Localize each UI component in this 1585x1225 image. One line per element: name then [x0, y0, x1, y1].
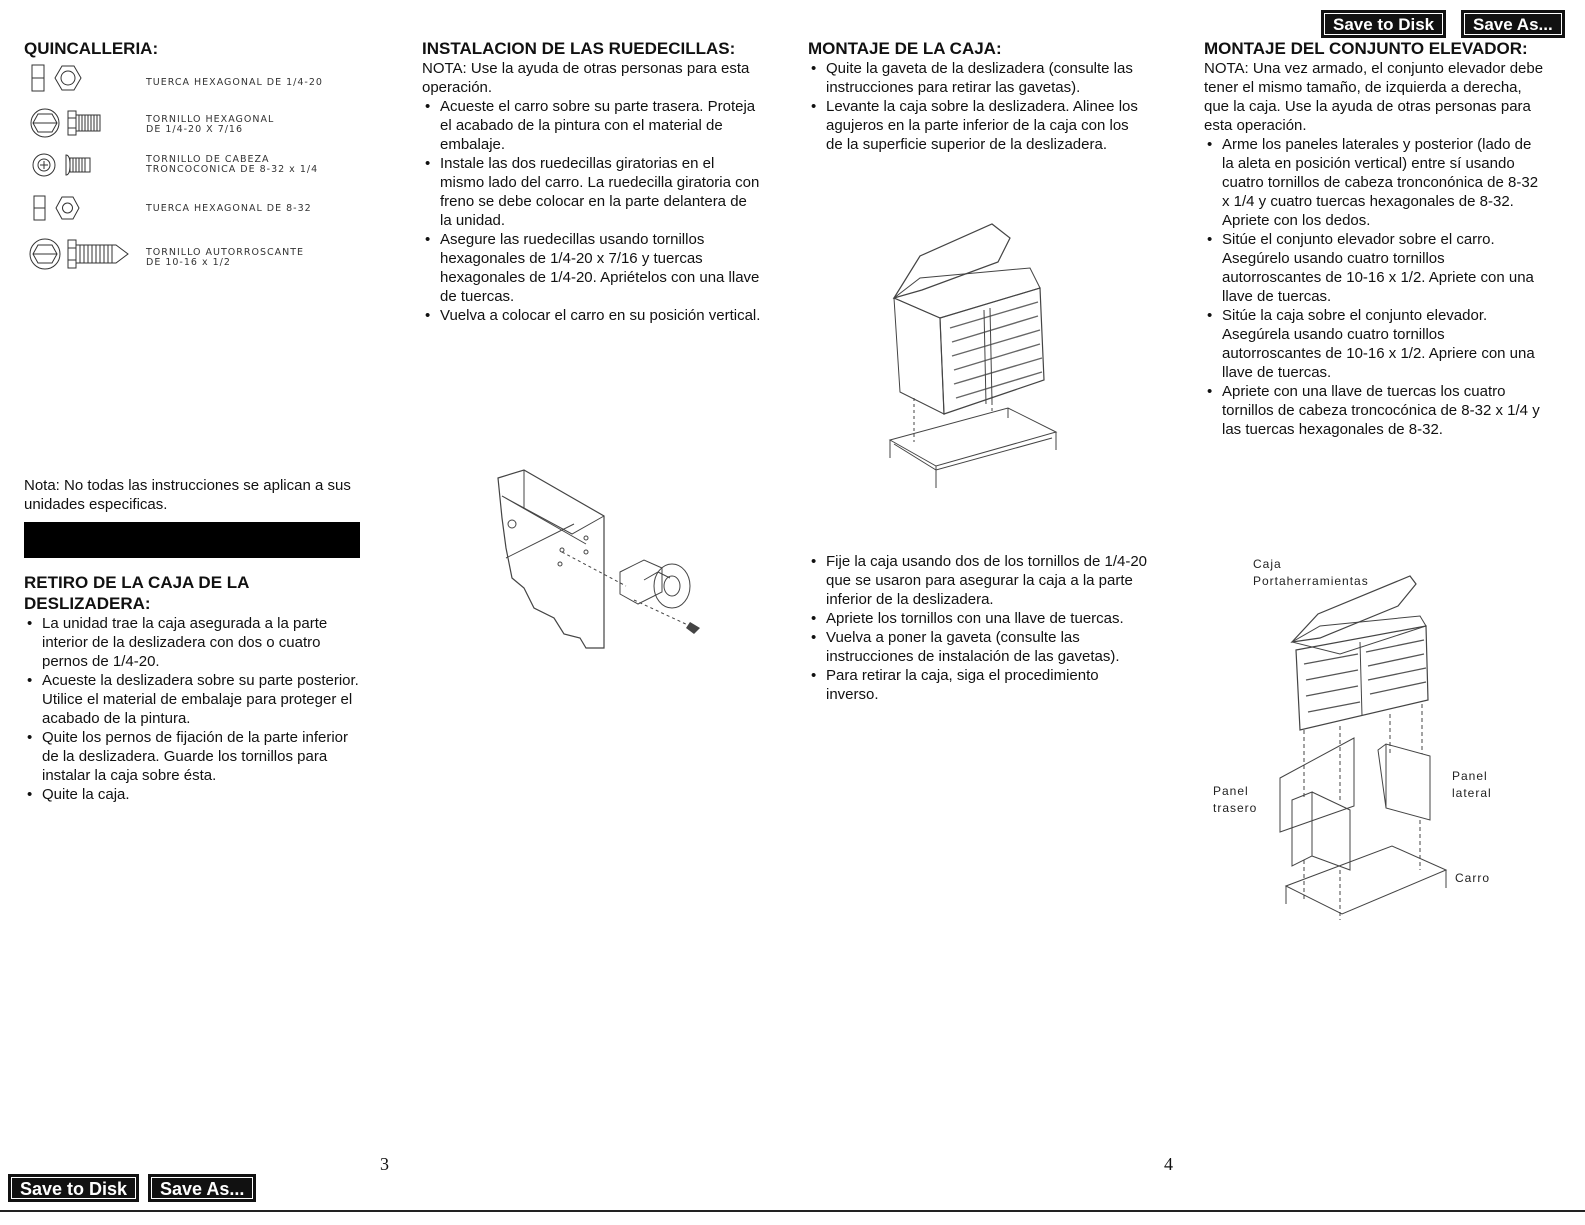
black-banner: [24, 522, 360, 558]
ruedecillas-note: NOTA: Use la ayuda de otras personas para esta operación.: [422, 60, 750, 96]
hardware-section: [24, 38, 364, 59]
retiro-title: RETIRO DE LA CAJA DE LA DESLIZADERA:: [24, 573, 249, 613]
hex-bolt-icon: [28, 108, 128, 142]
hardware-title: QUINCALLERIA:: [24, 39, 159, 58]
list-item: • Apriete los tornillos con una llave de tuercas.: [808, 609, 1148, 628]
toolbox-on-cart-figure: [880, 218, 1070, 488]
hardware-item: [28, 62, 368, 92]
figure-label-carro: Carro: [1455, 871, 1491, 885]
hardware-label: TORNILLO AUTORROSCANTE DE 10-16 x 1/2: [146, 247, 305, 268]
list-item: • Vuelva a poner la gaveta (consulte las instrucciones de instalación de las gavetas).: [808, 628, 1148, 666]
save-as-button-bottom[interactable]: Save As...: [148, 1174, 256, 1202]
page-number-left: 3: [380, 1154, 389, 1174]
elevador-note: NOTA: Una vez armado, el conjunto elevador debe tener el mismo tamaño, de izquierda a derecha, que la caja. Use la ayuda de otras personas para esta operación.: [1204, 60, 1544, 134]
list-item: • Fije la caja usando dos de los tornillos de 1/4-20 que se usaron para asegurar la caja a la parte inferior de la deslizadera.: [808, 552, 1148, 609]
ruedecillas-list: [422, 97, 762, 325]
ruedecillas-title: INSTALACION DE LAS RUEDECILLAS:: [422, 39, 736, 58]
save-to-disk-button-bottom[interactable]: Save to Disk: [8, 1174, 139, 1202]
figure-label-panel-lateral: Panel lateral: [1452, 769, 1492, 800]
hex-nut-icon: [28, 62, 98, 96]
riser-assembly-figure: [1270, 570, 1470, 920]
list-item: • Vuelva a colocar el carro en su posición vertical.: [422, 306, 762, 325]
retiro-list: [24, 614, 364, 804]
montaje-caja-title: MONTAJE DE LA CAJA:: [808, 39, 1002, 58]
hardware-note: [24, 476, 359, 514]
list-item: • Quite la gaveta de la deslizadera (consulte las instrucciones para retirar las gavetas).: [808, 59, 1148, 97]
save-to-disk-button-top[interactable]: Save to Disk: [1321, 10, 1446, 38]
list-item: • La unidad trae la caja asegurada a la parte interior de la deslizadera con dos o cuatro pernos de 1/4-20.: [24, 614, 364, 671]
hardware-label: TUERCA HEXAGONAL DE 1/4-20: [146, 77, 323, 88]
hardware-item: [28, 192, 368, 222]
list-item: • Para retirar la caja, siga el procedimiento inverso.: [808, 666, 1148, 704]
list-item: • Levante la caja sobre la deslizadera. Alinee los agujeros en la parte inferior de la caja con los de la superficie superior de la deslizadera.: [808, 97, 1148, 154]
ruedecillas-section: [422, 38, 762, 325]
list-item: • Quite los pernos de fijación de la parte inferior de la deslizadera. Guarde los tornillos para instalar la caja sobre ésta.: [24, 728, 364, 785]
bottom-border: [0, 1210, 1585, 1212]
page-number-right: 4: [1164, 1154, 1173, 1174]
hardware-item: [28, 151, 368, 181]
list-item: • Apriete con una llave de tuercas los cuatro tornillos de cabeza troncocónica de 8-32 x 1/4 y las tuercas hexagonales de 8-32.: [1204, 382, 1544, 439]
save-as-button-top[interactable]: Save As...: [1461, 10, 1565, 38]
self-tapping-screw-icon: [28, 234, 140, 274]
hardware-list: [28, 62, 368, 282]
hardware-item: [28, 234, 368, 268]
list-item: • Asegure las ruedecillas usando tornillos hexagonales de 1/4-20 x 7/16 y tuercas hexagonales de 1/4-20. Apriételos con una llave de tuercas.: [422, 230, 762, 306]
truss-head-screw-icon: [28, 151, 128, 181]
montaje-caja-section: [808, 38, 1148, 154]
list-item: • Arme los paneles laterales y posterior (lado de la aleta en posición vertical) entre sí usando cuatro tornillos de cabeza tronconónica de 8-32 x 1/4 y cuatro tuercas hexagonales de 8-32. Apriete con los dedos.: [1204, 135, 1544, 230]
figure-label-panel-trasero: Panel trasero: [1213, 784, 1258, 815]
list-item: • Instale las dos ruedecillas giratorias en el mismo lado del carro. La ruedecilla giratoria con freno se debe colocar en la parte delantera de la unidad.: [422, 154, 762, 230]
elevador-title: MONTAJE DEL CONJUNTO ELEVADOR:: [1204, 39, 1528, 58]
hardware-label: TUERCA HEXAGONAL DE 8-32: [146, 203, 312, 214]
elevador-list: [1204, 135, 1544, 439]
note-text: Nota: No todas las instrucciones se aplican a sus unidades especificas.: [24, 477, 351, 513]
retiro-section: [24, 572, 364, 804]
montaje-caja-list-bottom: [808, 552, 1148, 704]
hardware-label: TORNILLO DE CABEZA TRONCOCONICA DE 8-32 x 1/4: [146, 154, 319, 175]
hardware-item: [28, 108, 368, 138]
list-item: • Quite la caja.: [24, 785, 364, 804]
list-item: • Sitúe la caja sobre el conjunto elevador. Asegúrela usando cuatro tornillos autorroscantes de 10-16 x 1/2. Apriere con una llave de tuercas.: [1204, 306, 1544, 382]
montaje-caja-list-top: [808, 59, 1148, 154]
caster-installation-figure: [494, 468, 724, 658]
list-item: • Sitúe el conjunto elevador sobre el carro. Asegúrelo usando cuatro tornillos autorroscantes de 10-16 x 1/2. Apriete con una llave de tuercas.: [1204, 230, 1544, 306]
montaje-caja-section-bottom: [808, 552, 1148, 704]
hardware-label: TORNILLO HEXAGONAL DE 1/4-20 X 7/16: [146, 114, 275, 135]
list-item: • Acueste la deslizadera sobre su parte posterior. Utilice el material de embalaje para proteger el acabado de la pintura.: [24, 671, 364, 728]
hex-nut-small-icon: [28, 192, 98, 226]
figure-label-caja: Caja Portaherramientas: [1253, 557, 1369, 588]
list-item: • Acueste el carro sobre su parte trasera. Proteja el acabado de la pintura con el material de embalaje.: [422, 97, 762, 154]
elevador-section: [1204, 38, 1544, 439]
